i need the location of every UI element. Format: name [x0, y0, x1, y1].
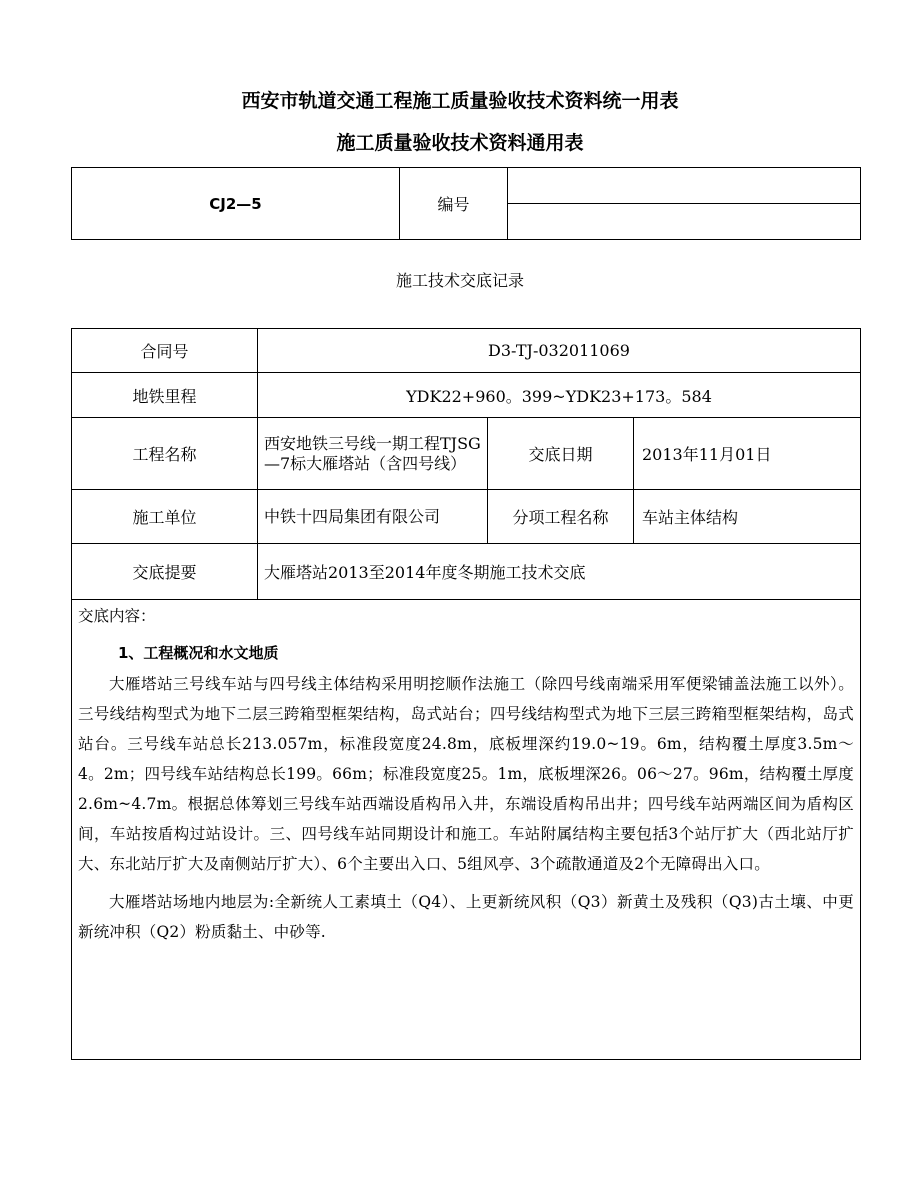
unit-value: 中铁十四局集团有限公司: [258, 490, 488, 544]
table-row: [72, 418, 861, 490]
contract-value: D3-TJ-032011069: [258, 329, 861, 373]
table-row: [72, 329, 861, 373]
mileage-label: 地铁里程: [72, 373, 258, 418]
date-value: 2013年11月01日: [634, 418, 861, 490]
record-title: 施工技术交底记录: [395, 271, 524, 290]
contract-label: 合同号: [72, 329, 258, 373]
subproject-label: 分项工程名称: [488, 490, 634, 544]
document-subtitle: 施工质量验收技术资料通用表: [336, 132, 584, 154]
content-label: 交底内容：: [78, 607, 156, 625]
disclosure-content: [72, 600, 861, 1060]
number-value-1: [508, 168, 861, 204]
code-table: [71, 167, 861, 240]
subproject-value: 车站主体结构: [634, 490, 861, 544]
table-row: [72, 600, 861, 1060]
section-heading: 1、工程概况和水文地质: [118, 644, 279, 662]
geology-paragraph: 大雁塔站场地内地层为:全新统人工素填土（Q4）、上更新统风积（Q3）新黄土及残积（Q3)古土壤、中更新统冲积（Q2）粉质黏土、中砂等.: [78, 893, 854, 941]
project-value: 西安地铁三号线一期工程TJSG—7标大雁塔站（含四号线）: [258, 418, 488, 490]
summary-label: 交底提要: [72, 544, 258, 600]
mileage-value: YDK22+960。399~YDK23+173。584: [258, 373, 861, 418]
number-label: 编号: [400, 168, 508, 240]
project-label: 工程名称: [72, 418, 258, 490]
document-title: 西安市轨道交通工程施工质量验收技术资料统一用表: [241, 90, 679, 112]
unit-label: 施工单位: [72, 490, 258, 544]
table-row: [72, 490, 861, 544]
overview-paragraph: 大雁塔站三号线车站与四号线主体结构采用明挖顺作法施工（除四号线南端采用军便梁铺盖法施工以外）。三号线结构型式为地下二层三跨箱型框架结构，岛式站台；四号线结构型式为地下三层三跨箱型框架结构，岛式站台。三号线车站总长213.057m，标准段宽度24.8m，底板埋深约19.0~19。6m，结构覆土厚度3.5m～4。2m；四号线车站结构总长199。66m；标准段宽度25。1m，底板埋深26。06～27。96m，结构覆土厚度2.6m~4.7m。根据总体筹划三号线车站西端设盾构吊入井，东端设盾构吊出井；四号线车站两端区间为盾构区间，车站按盾构过站设计。三、四号线车站同期设计和施工。车站附属结构主要包括3个站厅扩大（西北站厅扩大、东北站厅扩大及南侧站厅扩大）、6个主要出入口、5组风亭、3个疏散通道及2个无障碍出入口。: [78, 675, 854, 873]
table-row: [72, 544, 861, 600]
form-code: CJ2—5: [72, 168, 400, 240]
number-value-2: [508, 204, 861, 240]
date-label: 交底日期: [488, 418, 634, 490]
table-row: [72, 373, 861, 418]
summary-value: 大雁塔站2013至2014年度冬期施工技术交底: [258, 544, 861, 600]
disclosure-table: [71, 328, 861, 1060]
